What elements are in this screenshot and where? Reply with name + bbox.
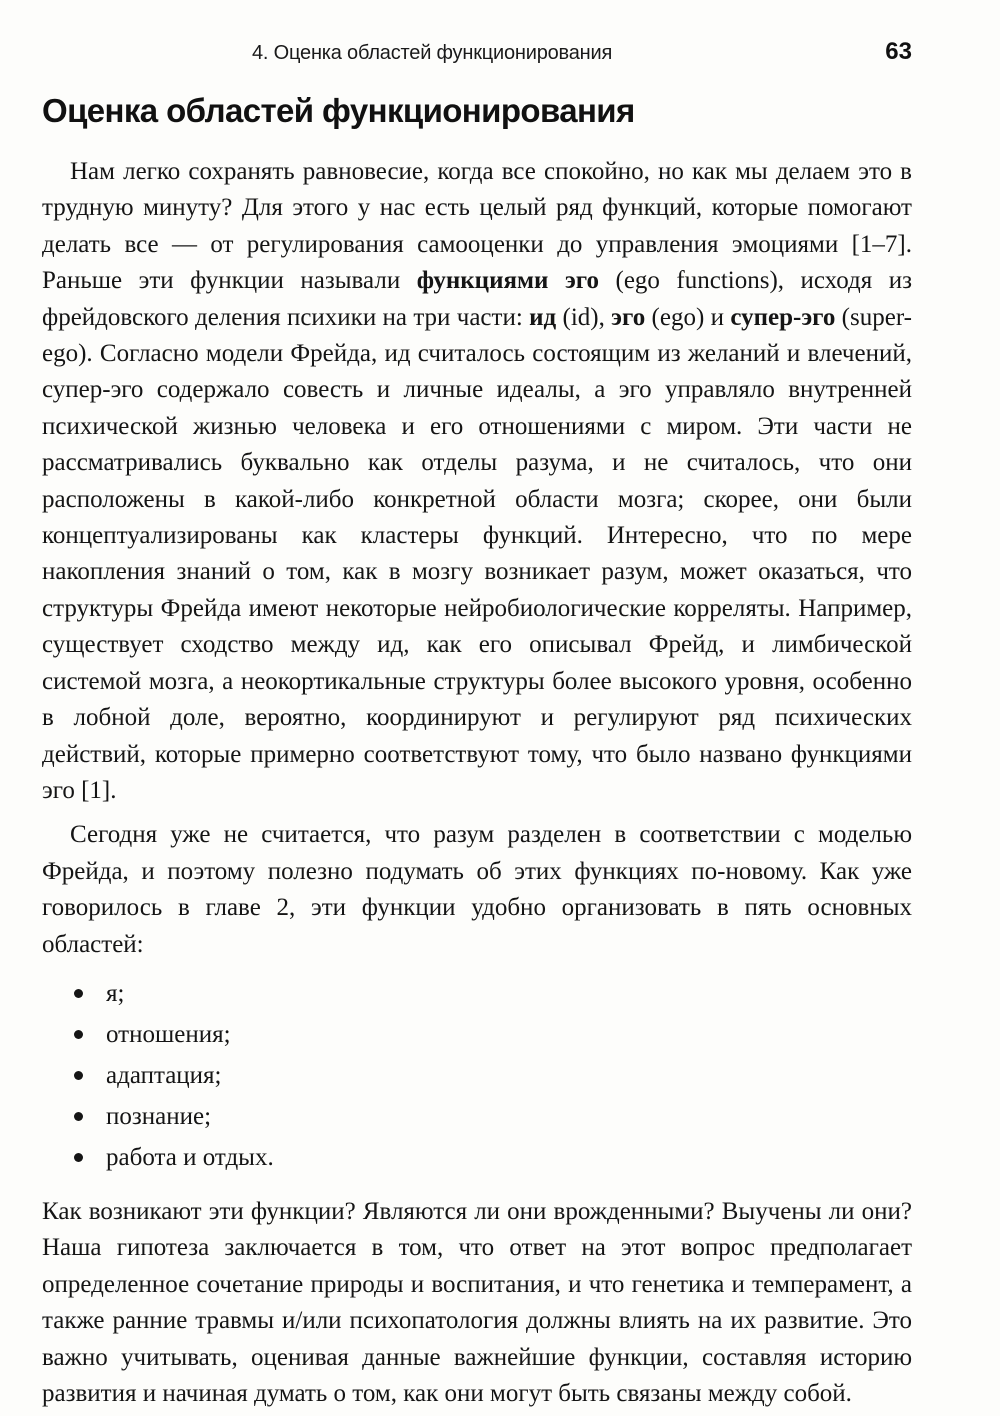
paragraph-intro-text-5: (super-ego). Согласно модели Фрейда, ид считалось состоящим из желаний и влечений, супер-эго содержало совесть и личные идеалы, а эго управляло внутренней психической жизнью человека и его отношениями с миром. Эти части не рассматривались буквально как отделы разума, и не считалось, что они расположены в какой-либо конкретной области мозга; скорее, они были концептуализированы как кластеры функций. Интересно, что по мере накопления знаний о том, как в мозгу возникает разум, может оказаться, что структуры Фрейда имеют некоторые нейробиологические корреляты. Например, существует сходство между ид, как его описывал Фрейд, и лимбической системой мозга, а неокортикальные структуры более высокого уровня, особенно в лобной доле, вероятно, координируют и регулируют ряд психических действий, которые примерно соответствуют тому, что было названо функциями эго [1]. [42, 303, 912, 804]
paragraph-intro-text-3: (id), [556, 303, 612, 331]
list-item [42, 1096, 912, 1137]
bullet-dot [74, 1112, 83, 1121]
list-item-label: я; [106, 979, 125, 1007]
term-id: ид [529, 303, 557, 331]
paragraph-intro-text-4: (ego) и [645, 303, 731, 331]
running-title: 4. Оценка областей функционирования [252, 42, 613, 64]
section-title: Оценка областей функционирования [42, 92, 635, 129]
term-super-ego: супер-эго [730, 303, 836, 331]
list-item [42, 973, 912, 1014]
paragraph-origins: Как возникают эти функции? Являются ли они врожденными? Выучены ли они? Наша гипотеза заключается в том, что ответ на этот вопрос предполагает определенное сочетание природы и воспитания, и что генетика и темперамент, а также ранние травмы и/или психопатология должны влиять на их развитие. Это важно учитывать, оценивая данные важнейшие функции, составляя историю развития и начиная думать о том, как они могут быть связаны между собой. [42, 1197, 912, 1407]
term-ego-functions: функциями эго [416, 267, 599, 295]
list-item-label: адаптация; [106, 1061, 222, 1089]
bullet-dot [74, 989, 83, 998]
list-item [42, 1137, 912, 1178]
bullet-dot [74, 1030, 83, 1039]
page-number: 63 [885, 38, 912, 65]
paragraph-intro [42, 154, 912, 809]
list-item-label: познание; [106, 1102, 212, 1130]
body-text [42, 154, 912, 1412]
bullet-dot [74, 1071, 83, 1080]
list-item-label: отношения; [106, 1020, 231, 1048]
bullet-dot [74, 1153, 83, 1162]
list-item [42, 1014, 912, 1055]
domains-list [42, 973, 912, 1178]
list-item [42, 1055, 912, 1096]
paragraph-intro-text-1: Нам легко сохранять равновесие, когда все спокойно, но как мы делаем это в трудную минуту? Для этого у нас есть целый ряд функций, которые помогают делать все — от регулирования самооценки до управления эмоциями [1–7]. Раньше эти функции называли [42, 158, 912, 295]
list-item-label: работа и отдых. [106, 1143, 274, 1171]
running-head [42, 38, 912, 72]
paragraph-intro-text-2: (ego functions), исходя из фрейдовского деления психики на три части: [42, 267, 912, 331]
paragraph-domains-intro: Сегодня уже не считается, что разум разделен в соответствии с моделью Фрейда, и поэтому полезно подумать об этих функциях по-новому. Как уже говорилось в главе 2, эти функции удобно организовать в пять основных областей: [42, 821, 912, 958]
term-ego: эго [611, 303, 646, 331]
